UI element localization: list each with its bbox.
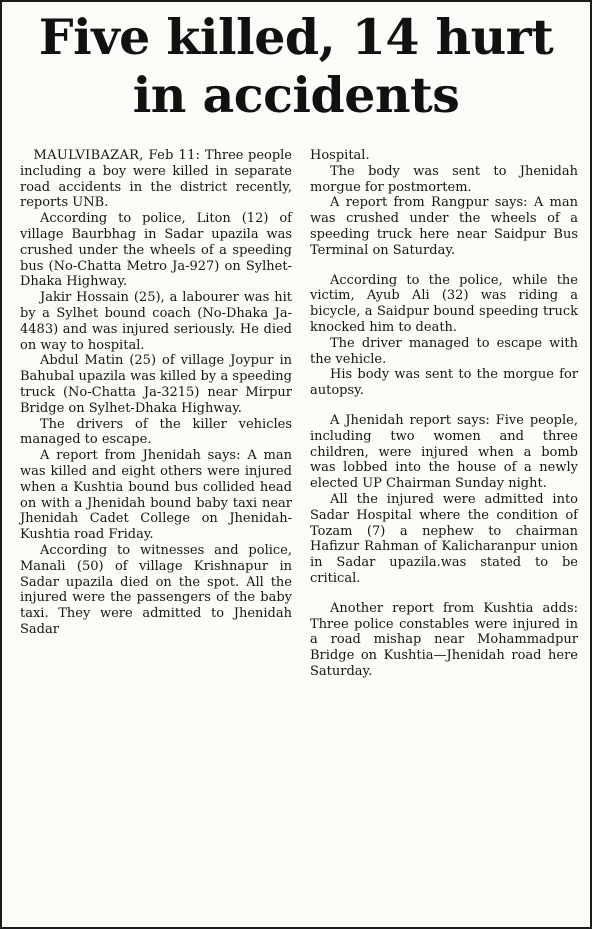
paragraph: Abdul Matin (25) of village Joypur in Bahubal upazila was killed by a speeding truck (No-Chatta Ja-3215) near Mirpur Bridge on Sylhet-Dhaka Highway.: [20, 353, 292, 416]
paragraph: According to police, Liton (12) of village Baurbhag in Sadar upazila was crushed under the wheels of a speeding bus (No-Chatta Metro Ja-927) on Sylhet-Dhaka Highway.: [20, 211, 292, 290]
article-body: [2, 148, 590, 924]
left-column: [20, 148, 292, 638]
dateline: MAULVIBAZAR, Feb 11:: [33, 148, 201, 163]
paragraph: A report from Rangpur says: A man was crushed under the wheels of a speeding truck here near Saidpur Bus Terminal on Saturday.: [310, 195, 578, 258]
paragraph: The driver managed to escape with the vehicle.: [310, 335, 578, 367]
lead-text: Three people including a boy were killed in separate road accidents in the district recently, reports UNB.: [20, 148, 293, 211]
paragraph: According to the police, while the victim, Ayub Ali (32) was riding a bicycle, a Saidpur bound speeding truck knocked him to death.: [310, 272, 578, 335]
right-column: [310, 148, 578, 680]
headline-line-2: in accidents: [132, 66, 460, 124]
headline-line-1: Five killed, 14 hurt: [38, 8, 554, 66]
paragraph: Another report from Kushtia adds: Three police constables were injured in a road mishap near Mohammadpur Bridge on Kushtia—Jhenidah road here Saturday.: [310, 600, 578, 679]
paragraph: His body was sent to the morgue for autopsy.: [310, 367, 578, 399]
paragraph-continued: Hospital.: [310, 148, 370, 163]
paragraph: Jakir Hossain (25), a labourer was hit by a Sylhet bound coach (No-Dhaka Ja-4483) and was injured seriously. He died on way to hospital.: [20, 290, 292, 353]
headline: [2, 2, 590, 124]
paragraph: According to witnesses and police, Manali (50) of village Krishnapur in Sadar upazila died on the spot. All the injured were the passengers of the baby taxi. They were admitted to Jhenidah Sadar: [20, 542, 292, 637]
paragraph: The drivers of the killer vehicles managed to escape.: [20, 416, 292, 448]
paragraph: The body was sent to Jhenidah morgue for postmortem.: [310, 163, 578, 195]
lead-paragraph: [20, 148, 292, 211]
paragraph: A report from Jhenidah says: A man was killed and eight others were injured when a Kushtia bound bus collided head on with a Jhenidah bound baby taxi near Jhenidah Cadet College on Jhenidah-Kushtia road Friday.: [20, 448, 292, 543]
paragraph: All the injured were admitted into Sadar Hospital where the condition of Tozam (7) a nephew to chairman Hafizur Rahman of Kalicharanpur union in Sadar upazila.was stated to be critical.: [310, 491, 578, 586]
paragraph: A Jhenidah report says: Five people, including two women and three children, were injured when a bomb was lobbed into the house of a newly elected UP Chairman Sunday night.: [310, 412, 578, 492]
